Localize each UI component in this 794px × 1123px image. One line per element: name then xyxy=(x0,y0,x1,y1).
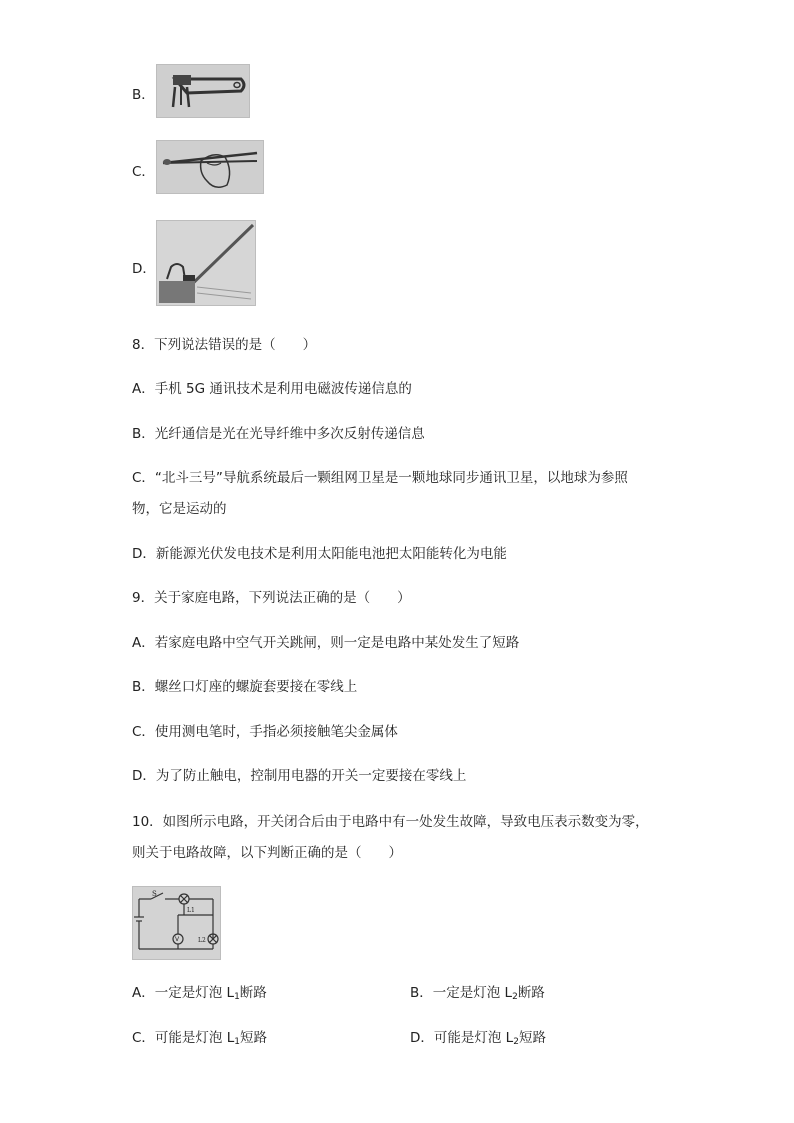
tool-image-b xyxy=(156,64,250,118)
circuit-diagram xyxy=(132,886,221,960)
q9-option-b: B．螺丝口灯座的螺旋套要接在零线上 xyxy=(132,679,358,695)
circuit-label-v: V xyxy=(175,936,180,943)
q9-option-a: A．若家庭电路中空气开关跳闸，则一定是电路中某处发生了短路 xyxy=(132,635,520,651)
q10-option-d: D．可能是灯泡 $L_2$短路 xyxy=(410,1030,546,1047)
circuit-label-l2: L2 xyxy=(198,937,206,944)
circuit-label-l1: L1 xyxy=(187,907,195,914)
q10-option-b: B．一定是灯泡 $L_2$断路 xyxy=(410,985,545,1002)
option-d-label: D． xyxy=(132,261,156,277)
q8-option-a: A．手机 5G 通讯技术是利用电磁波传递信息的 xyxy=(132,381,412,397)
tool-image-c xyxy=(156,140,264,194)
q8-option-b: B．光纤通信是光在光导纤维中多次反射传递信息 xyxy=(132,426,425,442)
q8-stem: 8．下列说法错误的是（ ） xyxy=(132,337,317,353)
q10-stem-line2: 则关于电路故障，以下判断正确的是（ ） xyxy=(132,845,402,861)
q9-stem: 9．关于家庭电路，下列说法正确的是（ ） xyxy=(132,590,411,606)
q9-option-d: D．为了防止触电，控制用电器的开关一定要接在零线上 xyxy=(132,768,467,784)
circuit-label-s: S xyxy=(152,890,157,898)
option-c-label: C． xyxy=(132,164,155,180)
q10-stem-line1: 10．如图所示电路，开关闭合后由于电路中有一处发生故障，导致电压表示数变为零， xyxy=(132,814,649,830)
q10-option-a: A．一定是灯泡 $L_1$断路 xyxy=(132,985,267,1002)
q10-option-c: C．可能是灯泡 $L_1$短路 xyxy=(132,1030,267,1047)
option-b-label: B． xyxy=(132,87,155,103)
q8-option-c-line1: C．“北斗三号”导航系统最后一颗组网卫星是一颗地球同步通讯卫星，以地球为参照 xyxy=(132,470,628,486)
q9-option-c: C．使用测电笔时，手指必须接触笔尖金属体 xyxy=(132,724,398,740)
q8-option-c-line2: 物，它是运动的 xyxy=(132,501,227,517)
q8-option-d: D．新能源光伏发电技术是利用太阳能电池把太阳能转化为电能 xyxy=(132,546,507,562)
tool-image-d xyxy=(156,220,256,306)
